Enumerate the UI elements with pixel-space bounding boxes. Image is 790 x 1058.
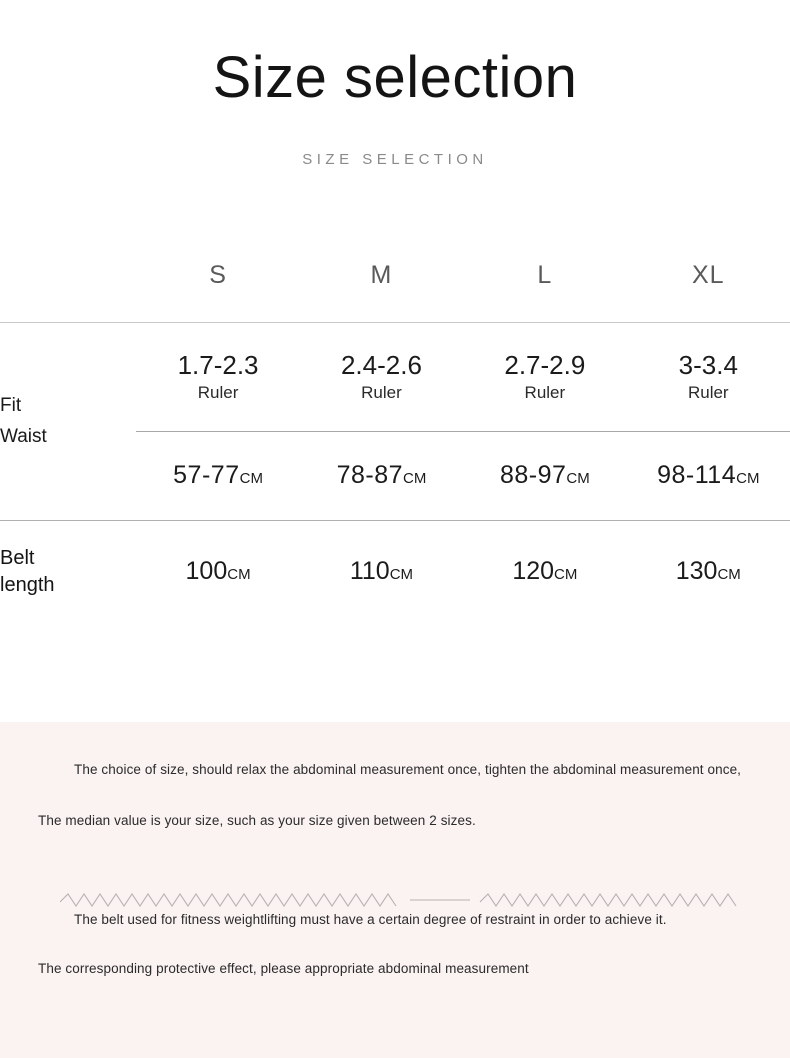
decorative-squiggle-icon <box>60 890 740 912</box>
belt-length-xl <box>627 520 790 623</box>
fit-ruler-xl-unit: Ruler <box>687 382 729 402</box>
fit-ruler-m-value: 2.4-2.6 <box>340 349 422 380</box>
table-header-row <box>0 230 790 323</box>
belt-length-row <box>0 520 790 623</box>
fit-cm-m-unit: CM <box>403 470 427 488</box>
belt-length-s-unit: CM <box>227 566 251 584</box>
belt-length-s-value: 100 <box>185 557 228 586</box>
fit-cm-xl-value: 98-114 <box>657 461 737 490</box>
size-table-wrapper <box>0 230 790 623</box>
fit-ruler-s-value: 1.7-2.3 <box>177 349 259 380</box>
fit-ruler-xl-value: 3-3.4 <box>678 349 738 380</box>
belt-length-l <box>463 520 626 623</box>
notes-panel <box>0 722 790 1058</box>
fit-ruler-m <box>300 322 463 431</box>
fit-cm-s-unit: CM <box>239 470 263 488</box>
belt-length-l-value: 120 <box>512 557 555 586</box>
note-1: The choice of size, should relax the abdominal measurement once, tighten the abdominal measurement once, <box>74 762 742 777</box>
fit-cm-l <box>463 431 626 520</box>
belt-length-m-unit: CM <box>389 566 414 584</box>
fit-ruler-l <box>463 322 626 431</box>
fit-cm-m-value: 78-87 <box>336 461 404 490</box>
fit-ruler-xl <box>627 322 790 431</box>
belt-length-xl-unit: CM <box>717 566 741 584</box>
belt-length-xl-value: 130 <box>675 557 718 586</box>
fit-cm-s-value: 57-77 <box>173 461 240 490</box>
fit-ruler-m-unit: Ruler <box>361 382 402 402</box>
note-2: The median value is your size, such as your size given between 2 sizes. <box>38 812 476 828</box>
fit-ruler-s <box>136 322 299 431</box>
fit-ruler-l-value: 2.7-2.9 <box>504 349 586 380</box>
belt-length-label-line1: Belt <box>0 546 35 569</box>
belt-length-s <box>136 520 299 623</box>
belt-length-label-line2: length <box>0 573 55 596</box>
fit-waist-ruler-row <box>0 322 790 431</box>
belt-length-l-unit: CM <box>554 566 578 584</box>
fit-ruler-l-unit: Ruler <box>524 382 566 402</box>
note-3: The belt used for fitness weightlifting must have a certain degree of restraint in order to achieve it. <box>74 911 667 927</box>
belt-length-m-value: 110 <box>349 557 390 586</box>
size-header-m: M <box>370 261 393 290</box>
note-4: The corresponding protective effect, please appropriate abdominal measurement <box>38 960 529 976</box>
size-header-l: L <box>537 261 553 290</box>
header-corner-cell <box>0 230 136 323</box>
fit-cm-s <box>136 431 299 520</box>
belt-length-label <box>0 520 136 623</box>
fit-waist-label-line1: Fit <box>0 395 22 417</box>
belt-length-m <box>300 520 463 623</box>
fit-cm-l-value: 88-97 <box>499 461 567 490</box>
page-subtitle: SIZE SELECTION <box>302 150 488 168</box>
page-title: Size selection <box>212 45 578 110</box>
size-table <box>0 230 790 623</box>
page-header <box>0 0 790 168</box>
size-header-xl: XL <box>691 261 725 290</box>
fit-waist-label <box>0 322 136 520</box>
fit-cm-xl-unit: CM <box>736 470 760 488</box>
fit-cm-m <box>300 431 463 520</box>
size-header-s: S <box>209 261 227 290</box>
fit-ruler-s-unit: Ruler <box>197 382 239 402</box>
fit-cm-l-unit: CM <box>566 470 590 488</box>
fit-waist-label-line2: Waist <box>0 426 47 448</box>
fit-cm-xl <box>627 431 790 520</box>
